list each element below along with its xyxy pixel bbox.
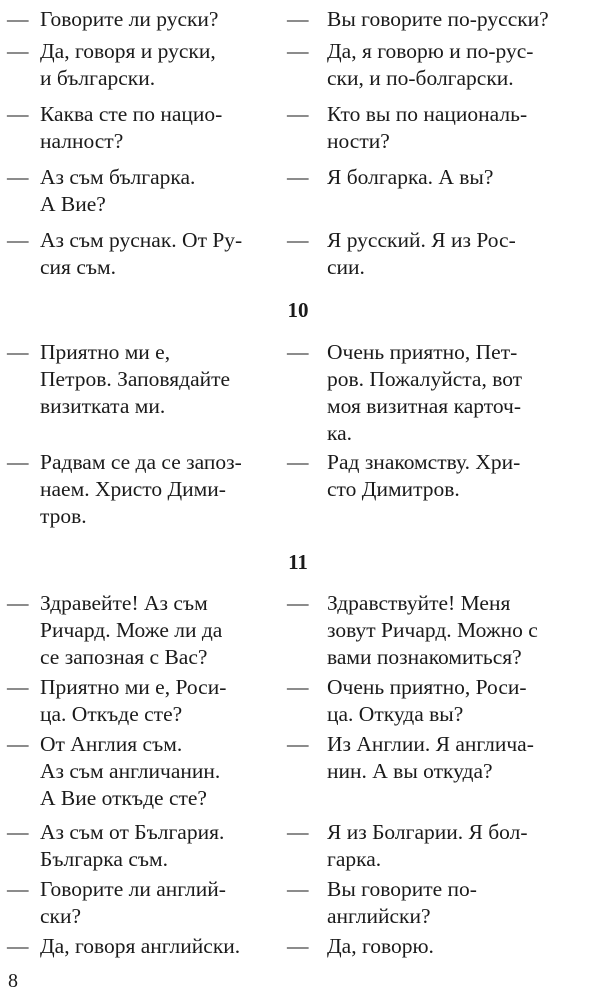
dash-mark: —	[287, 340, 309, 364]
page-number: 8	[8, 970, 18, 992]
dash-mark: —	[7, 675, 29, 699]
bulgarian-text: Говорите ли руски?	[40, 7, 219, 31]
dialogue-line	[0, 164, 596, 227]
russian-text: Да, говорю.	[327, 934, 434, 958]
russian-phrase	[287, 674, 568, 731]
bulgarian-text: Каква сте по нацио- налност?	[40, 102, 223, 153]
bulgarian-text: Приятно ми е, Петров. Заповядайте визитката ми.	[40, 340, 231, 418]
bulgarian-phrase	[0, 339, 281, 449]
dash-mark: —	[7, 7, 29, 31]
bulgarian-text: Приятно ми е, Роси- ца. Откъде сте?	[40, 675, 227, 726]
russian-phrase	[287, 590, 568, 674]
bulgarian-text: От Англия съм. Аз съм англичанин. А Вие откъде сте?	[40, 732, 221, 810]
bulgarian-phrase	[0, 101, 281, 164]
dash-mark: —	[7, 340, 29, 364]
dialogue-line	[0, 227, 596, 290]
dash-mark: —	[7, 820, 29, 844]
russian-text: Я из Болгарии. Я бол- гарка.	[327, 820, 528, 871]
bulgarian-phrase	[0, 227, 281, 290]
dialogue-line	[0, 6, 596, 38]
dash-mark: —	[287, 39, 309, 63]
dialogue-line	[0, 876, 596, 933]
russian-phrase	[287, 449, 568, 539]
bulgarian-phrase	[0, 933, 281, 963]
dash-mark: —	[287, 591, 309, 615]
bulgarian-phrase	[0, 876, 281, 933]
bulgarian-phrase	[0, 819, 281, 876]
dialogue-line	[0, 590, 596, 674]
bulgarian-text: Радвам се да се запоз- наем. Христо Дими- тров.	[40, 450, 242, 528]
russian-phrase	[287, 38, 568, 101]
russian-text: Из Англии. Я англича- нин. А вы откуда?	[327, 732, 534, 783]
bulgarian-text: Говорите ли англий- ски?	[40, 877, 226, 928]
russian-text: Очень приятно, Пет- ров. Пожалуйста, вот моя визитная карточ- ка.	[327, 340, 523, 445]
bulgarian-text: Аз съм от България. Българка съм.	[40, 820, 225, 871]
dash-mark: —	[287, 228, 309, 252]
dialogue-line	[0, 933, 596, 963]
bulgarian-text: Аз съм българка. А Вие?	[40, 165, 196, 216]
dash-mark: —	[7, 39, 29, 63]
russian-text: Я русский. Я из Рос- сии.	[327, 228, 516, 279]
dash-mark: —	[7, 591, 29, 615]
russian-text: Я болгарка. А вы?	[327, 165, 494, 189]
russian-phrase	[287, 101, 568, 164]
russian-text: Вы говорите по- английски?	[327, 877, 477, 928]
russian-text: Да, я говорю и по-рус- ски, и по-болгарски.	[327, 39, 534, 90]
russian-text: Кто вы по националь- ности?	[327, 102, 528, 153]
section-number: 11	[288, 550, 308, 574]
dialogue-line	[0, 731, 596, 819]
dash-mark: —	[287, 934, 309, 958]
bulgarian-text: Здравейте! Аз съм Ричард. Може ли да се запозная с Вас?	[40, 591, 223, 669]
bulgarian-text: Да, говоря и руски, и български.	[40, 39, 216, 90]
russian-text: Рад знакомству. Хри- сто Димитров.	[327, 450, 521, 501]
dash-mark: —	[287, 675, 309, 699]
bulgarian-phrase	[0, 6, 281, 38]
russian-phrase	[287, 339, 568, 449]
dash-mark: —	[287, 820, 309, 844]
russian-text: Вы говорите по-русски?	[327, 7, 549, 31]
dash-mark: —	[7, 934, 29, 958]
russian-text: Здравствуйте! Меня зовут Ричард. Можно с вами познакомиться?	[327, 591, 538, 669]
bulgarian-phrase	[0, 674, 281, 731]
dialogue-block-11	[0, 590, 596, 963]
section-number: 10	[287, 298, 309, 322]
dash-mark: —	[7, 228, 29, 252]
russian-phrase	[287, 227, 568, 290]
dialogue-line	[0, 101, 596, 164]
dialogue-block-10	[0, 339, 596, 539]
russian-text: Очень приятно, Роси- ца. Откуда вы?	[327, 675, 527, 726]
dash-mark: —	[287, 102, 309, 126]
dash-mark: —	[7, 165, 29, 189]
russian-phrase	[287, 876, 568, 933]
russian-phrase	[287, 933, 568, 963]
bulgarian-phrase	[0, 164, 281, 227]
dialogue-block-1	[0, 6, 596, 290]
dash-mark: —	[287, 877, 309, 901]
dialogue-line	[0, 449, 596, 539]
bulgarian-phrase	[0, 38, 281, 101]
bulgarian-phrase	[0, 590, 281, 674]
russian-phrase	[287, 164, 568, 227]
russian-phrase	[287, 731, 568, 819]
dash-mark: —	[7, 102, 29, 126]
dash-mark: —	[7, 732, 29, 756]
dash-mark: —	[7, 877, 29, 901]
dash-mark: —	[7, 450, 29, 474]
dash-mark: —	[287, 165, 309, 189]
dialogue-line	[0, 674, 596, 731]
bulgarian-phrase	[0, 731, 281, 819]
dialogue-line	[0, 38, 596, 101]
bulgarian-text: Аз съм руснак. От Ру- сия съм.	[40, 228, 243, 279]
russian-phrase	[287, 6, 568, 38]
dialogue-line	[0, 819, 596, 876]
dash-mark: —	[287, 732, 309, 756]
russian-phrase	[287, 819, 568, 876]
dash-mark: —	[287, 7, 309, 31]
bulgarian-phrase	[0, 449, 281, 539]
dialogue-line	[0, 339, 596, 449]
bulgarian-text: Да, говоря английски.	[40, 934, 241, 958]
dash-mark: —	[287, 450, 309, 474]
